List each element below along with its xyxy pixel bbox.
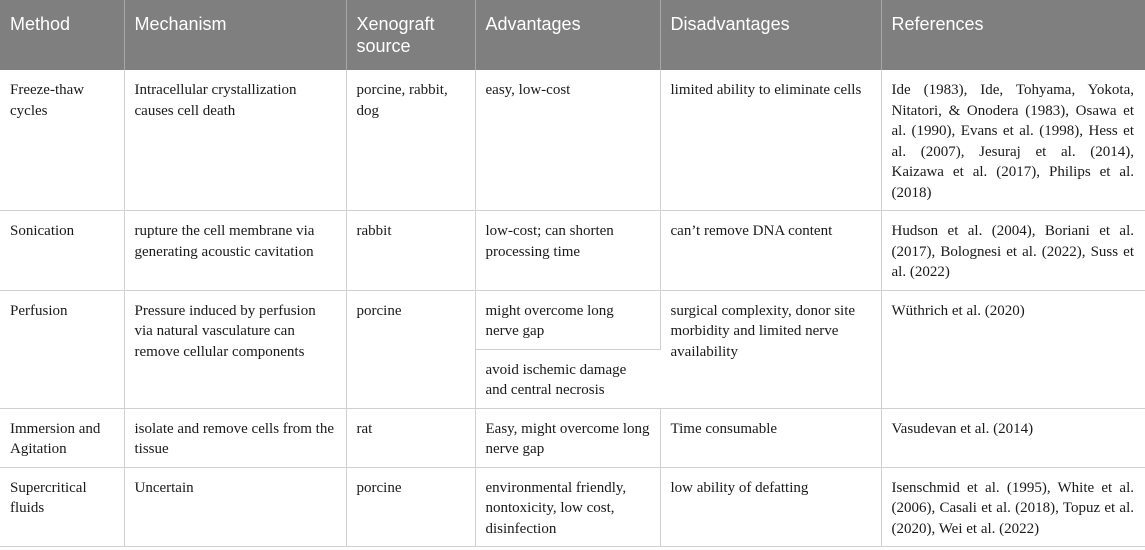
table-row [0, 408, 1145, 467]
cell-source: rat [346, 408, 475, 467]
table-row [0, 290, 1145, 349]
cell-mechanism: isolate and remove cells from the tissue [124, 408, 346, 467]
cell-disadvantages: surgical complexity, donor site morbidity and limited nerve availability [660, 290, 881, 408]
table-row [0, 467, 1145, 547]
header-xenograft-source: Xenograft source [346, 0, 475, 70]
cell-mechanism: Pressure induced by perfusion via natural vasculature can remove cellular components [124, 290, 346, 408]
cell-method: Supercritical fluids [0, 467, 124, 547]
table-row [0, 211, 1145, 291]
cell-references: Ide (1983), Ide, Tohyama, Yokota, Nitatori, & Onodera (1983), Osawa et al. (1990), Evans et al. (1998), Hess et al. (2007), Jesuraj et al. (2014), Kaizawa et al. (2017), Philips et al. (2018) [881, 70, 1145, 211]
table-row [0, 70, 1145, 211]
cell-mechanism: Uncertain [124, 467, 346, 547]
cell-mechanism: Intracellular crystallization causes cell death [124, 70, 346, 211]
cell-method: Perfusion [0, 290, 124, 408]
cell-source: porcine [346, 467, 475, 547]
cell-source: rabbit [346, 211, 475, 291]
cell-advantages: might overcome long nerve gap [475, 290, 660, 349]
table-header [0, 0, 1145, 70]
header-mechanism: Mechanism [124, 0, 346, 70]
cell-advantages: Easy, might overcome long nerve gap [475, 408, 660, 467]
cell-advantages: low-cost; can shorten processing time [475, 211, 660, 291]
cell-method: Immersion and Agitation [0, 408, 124, 467]
header-references: References [881, 0, 1145, 70]
header-row [0, 0, 1145, 70]
header-disadvantages: Disadvantages [660, 0, 881, 70]
cell-disadvantages: Time consumable [660, 408, 881, 467]
cell-disadvantages: limited ability to eliminate cells [660, 70, 881, 211]
cell-references: Isenschmid et al. (1995), White et al. (2006), Casali et al. (2018), Topuz et al. (2020), Wei et al. (2022) [881, 467, 1145, 547]
cell-mechanism: rupture the cell membrane via generating acoustic cavitation [124, 211, 346, 291]
cell-disadvantages: can’t remove DNA content [660, 211, 881, 291]
cell-references: Wüthrich et al. (2020) [881, 290, 1145, 408]
cell-method: Freeze-thaw cycles [0, 70, 124, 211]
cell-disadvantages: low ability of defatting [660, 467, 881, 547]
header-advantages: Advantages [475, 0, 660, 70]
cell-method: Sonication [0, 211, 124, 291]
cell-advantages: avoid ischemic damage and central necrosis [475, 349, 660, 408]
cell-references: Vasudevan et al. (2014) [881, 408, 1145, 467]
cell-advantages: easy, low-cost [475, 70, 660, 211]
cell-source: porcine, rabbit, dog [346, 70, 475, 211]
cell-references: Hudson et al. (2004), Boriani et al. (2017), Bolognesi et al. (2022), Suss et al. (2022) [881, 211, 1145, 291]
table-body [0, 70, 1145, 547]
cell-source: porcine [346, 290, 475, 408]
header-method: Method [0, 0, 124, 70]
cell-advantages: environmental friendly, nontoxicity, low cost, disinfection [475, 467, 660, 547]
